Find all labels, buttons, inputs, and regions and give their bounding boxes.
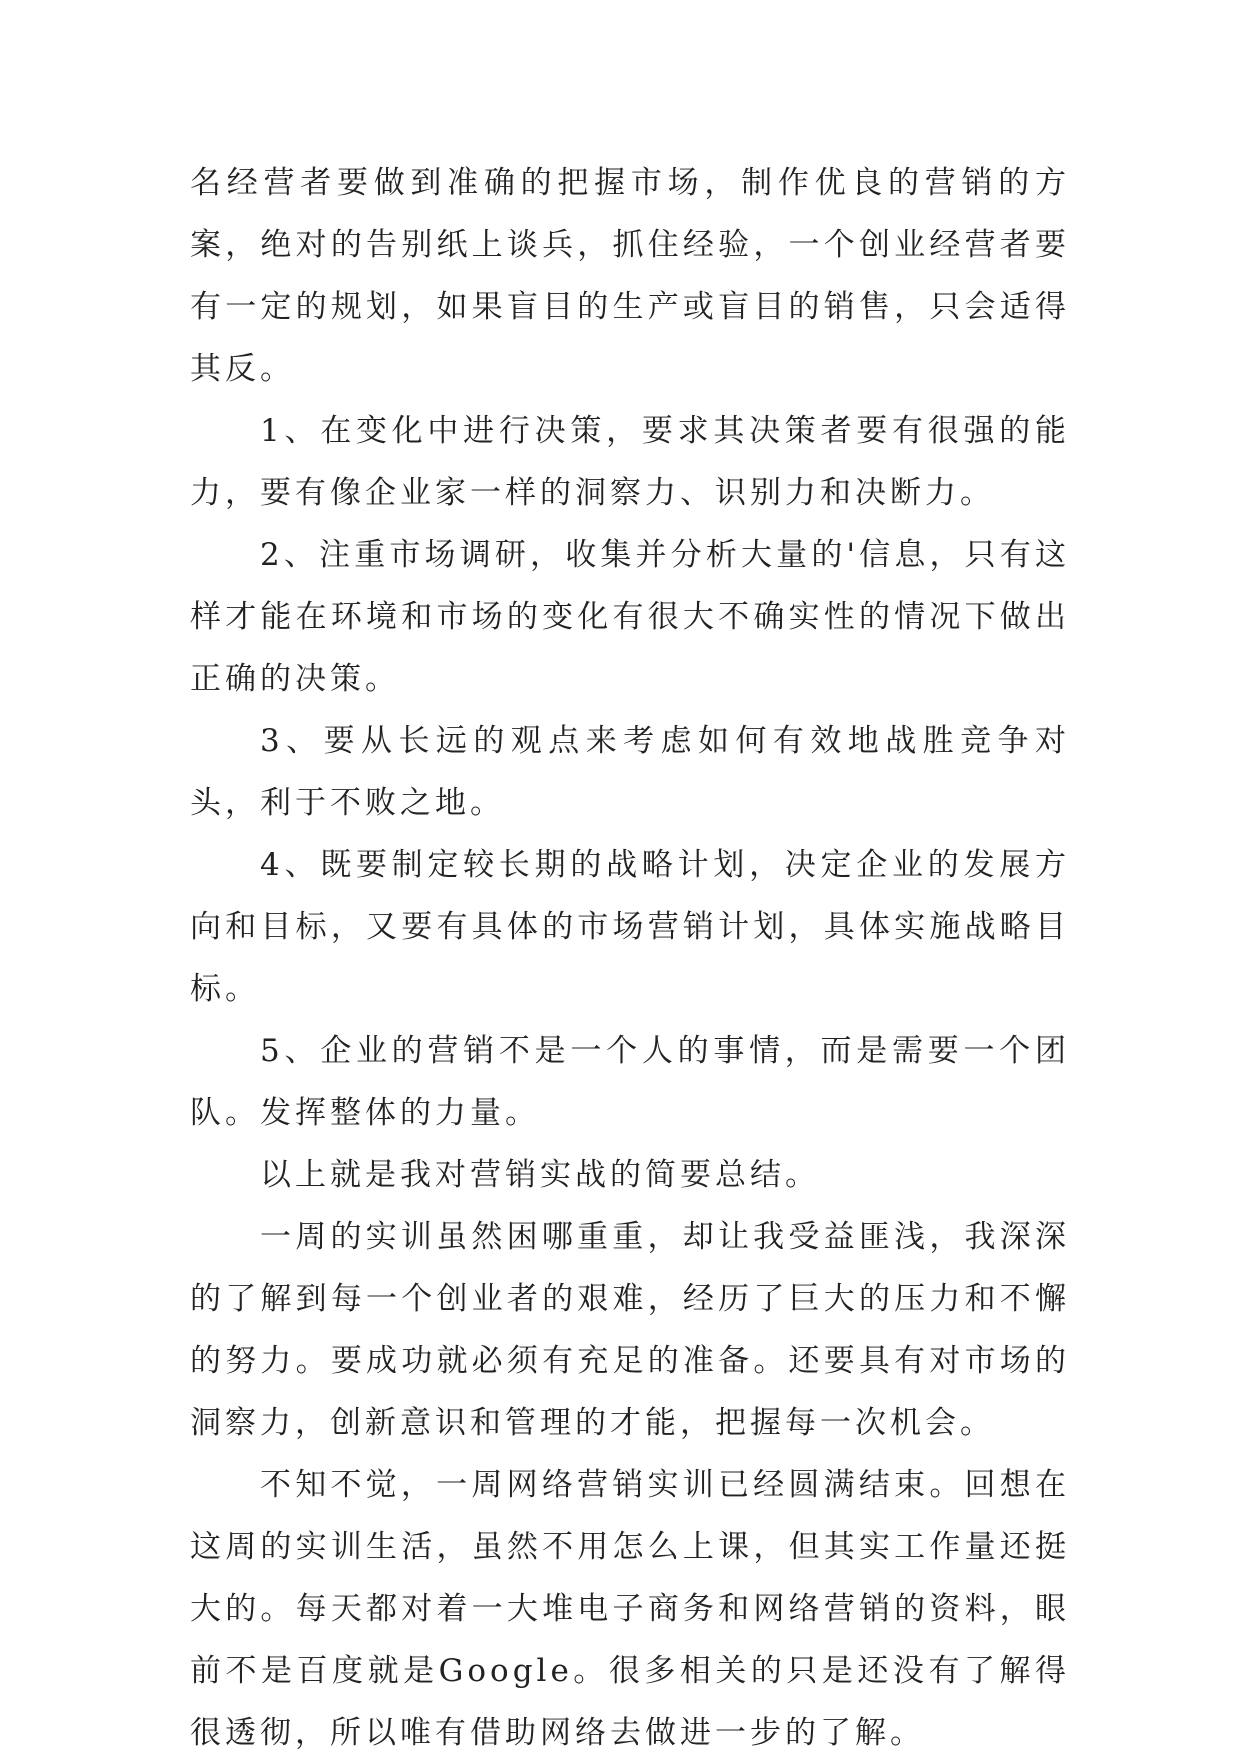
paragraph-point-3: 3、要从长远的观点来考虑如何有效地战胜竞争对头，利于不败之地。 [190,723,1070,821]
paragraph-conclusion: 不知不觉，一周网络营销实训已经圆满结束。回想在这周的实训生活，虽然不用怎么上课，但其实工作量还挺大的。每天都对着一大堆电子商务和网络营销的资料，眼前不是百度就是Google。很多相关的只是还没有了解得很透彻，所以唯有借助网络去做进一步的了解。 [190,1467,1070,1751]
paragraph-intro: 名经营者要做到准确的把握市场，制作优良的营销的方案，绝对的告别纸上谈兵，抓住经验，一个创业经营者要有一定的规划，如果盲目的生产或盲目的销售，只会适得其反。 [190,165,1070,387]
paragraph-point-2: 2、注重市场调研，收集并分析大量的'信息，只有这样才能在环境和市场的变化有很大不确实性的情况下做出正确的决策。 [190,537,1070,697]
document-body [190,152,1070,1764]
paragraph-reflection: 一周的实训虽然困哪重重，却让我受益匪浅，我深深的了解到每一个创业者的艰难，经历了巨大的压力和不懈的努力。要成功就必须有充足的准备。还要具有对市场的洞察力，创新意识和管理的才能，把握每一次机会。 [190,1219,1070,1441]
paragraph-point-4: 4、既要制定较长期的战略计划，决定企业的发展方向和目标，又要有具体的市场营销计划，具体实施战略目标。 [190,847,1070,1007]
paragraph-point-1: 1、在变化中进行决策，要求其决策者要有很强的能力，要有像企业家一样的洞察力、识别力和决断力。 [190,413,1070,511]
paragraph-point-5: 5、企业的营销不是一个人的事情，而是需要一个团队。发挥整体的力量。 [190,1033,1070,1131]
paragraph-summary: 以上就是我对营销实战的简要总结。 [260,1157,820,1193]
